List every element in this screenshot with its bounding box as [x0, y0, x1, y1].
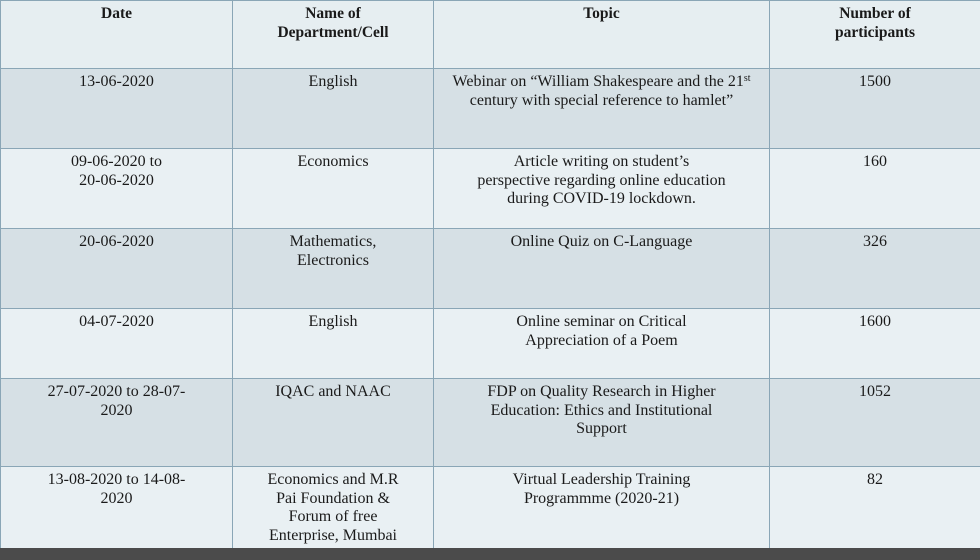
- header-topic: Topic: [434, 1, 770, 69]
- date-cell: 04-07-2020: [1, 309, 233, 379]
- participants-cell: 160: [770, 149, 980, 229]
- table-row: [1, 149, 980, 229]
- header-participants: Number of participants: [770, 1, 980, 69]
- table-row: [1, 69, 980, 149]
- department-cell: English: [233, 69, 434, 149]
- header-row: [1, 1, 980, 69]
- topic-cell: Online seminar on Critical Appreciation of a Poem: [434, 309, 770, 379]
- department-cell: IQAC and NAAC: [233, 379, 434, 467]
- topic-cell: Virtual Leadership Training Programmme (2020-21): [434, 467, 770, 557]
- participants-cell: 1500: [770, 69, 980, 149]
- topic-cell: Webinar on “William Shakespeare and the 21st century with special reference to hamlet”: [434, 69, 770, 149]
- date-cell: 20-06-2020: [1, 229, 233, 309]
- header-department: Name of Department/Cell: [233, 1, 434, 69]
- participants-cell: 326: [770, 229, 980, 309]
- date-cell: 09-06-2020 to 20-06-2020: [1, 149, 233, 229]
- header-date: Date: [1, 1, 233, 69]
- bottom-bar: [0, 548, 980, 560]
- date-cell: 27-07-2020 to 28-07- 2020: [1, 379, 233, 467]
- table-row: [1, 379, 980, 467]
- table-row: [1, 309, 980, 379]
- department-cell: Economics and M.R Pai Foundation & Forum of free Enterprise, Mumbai: [233, 467, 434, 557]
- topic-cell: Article writing on student’s perspective regarding online education during COVID-19 lockdown.: [434, 149, 770, 229]
- table-row: [1, 467, 980, 557]
- topic-cell: FDP on Quality Research in Higher Education: Ethics and Institutional Support: [434, 379, 770, 467]
- date-cell: 13-06-2020: [1, 69, 233, 149]
- table-row: [1, 229, 980, 309]
- participants-cell: 1052: [770, 379, 980, 467]
- department-cell: Mathematics, Electronics: [233, 229, 434, 309]
- department-cell: Economics: [233, 149, 434, 229]
- department-cell: English: [233, 309, 434, 379]
- topic-cell: Online Quiz on C-Language: [434, 229, 770, 309]
- participants-cell: 82: [770, 467, 980, 557]
- date-cell: 13-08-2020 to 14-08- 2020: [1, 467, 233, 557]
- participants-cell: 1600: [770, 309, 980, 379]
